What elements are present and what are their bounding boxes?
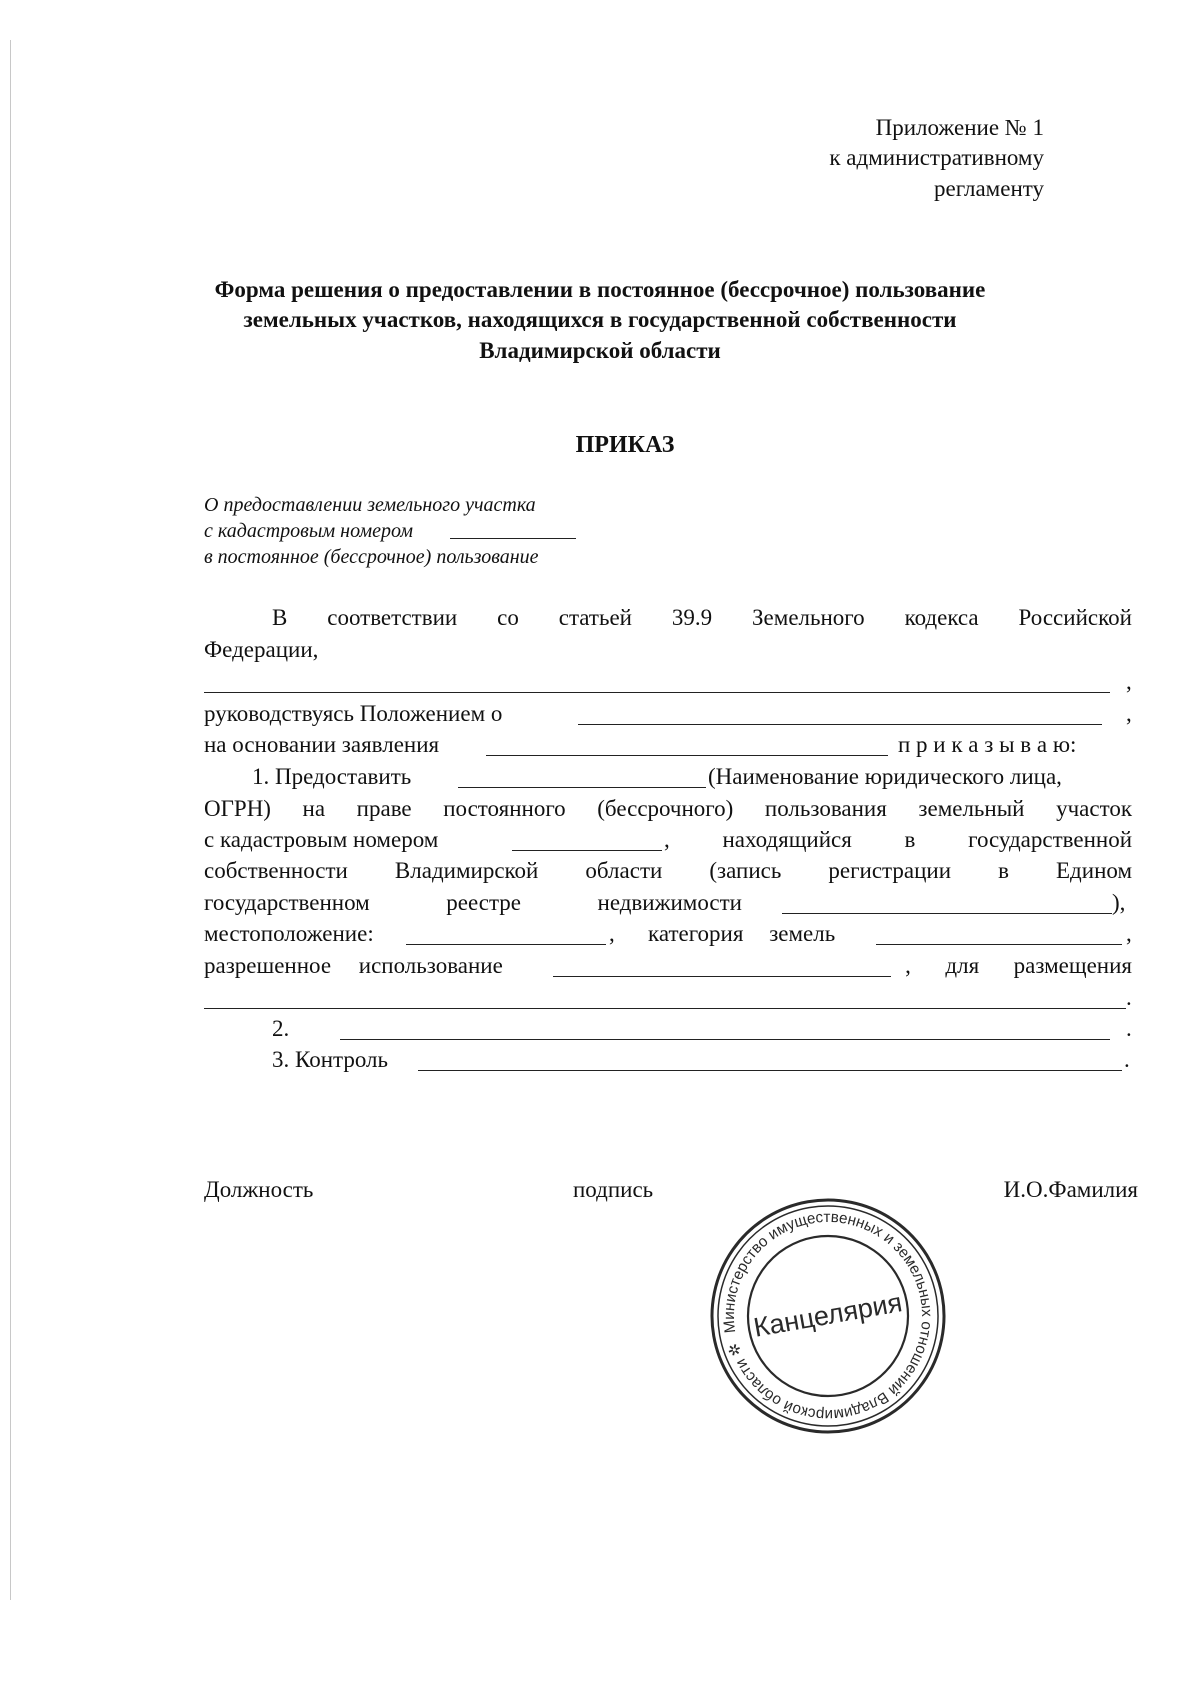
signature-sign: подпись	[573, 1177, 654, 1202]
signature-name: И.О.Фамилия	[1003, 1177, 1138, 1202]
scan-edge-artifact	[10, 40, 11, 1600]
item-2-number: 2.	[272, 1016, 290, 1041]
land-category-blank	[876, 944, 1122, 945]
comma: ,	[1126, 701, 1132, 726]
preamble-word: Российской	[1018, 605, 1132, 630]
preamble-word: со	[497, 605, 519, 630]
based-on-label: на основании заявления	[204, 732, 440, 757]
item-2-blank	[340, 1039, 1110, 1040]
land-category-label: категория земель	[648, 921, 836, 946]
blank-line	[204, 692, 1110, 693]
item-1-line-4: собственности Владимирской области (запись регистрации в Едином	[204, 858, 1132, 883]
subject-line-2: с кадастровым номером	[204, 520, 413, 542]
period: .	[1126, 1016, 1132, 1041]
registry-word: реестре	[446, 890, 521, 915]
preamble-word: 39.9	[671, 605, 713, 630]
location-blank	[406, 944, 606, 945]
comma: ,	[1126, 921, 1132, 946]
order-title: ПРИКАЗ	[575, 432, 675, 458]
preamble-word: В	[272, 605, 288, 630]
subject-line-1: О предоставлении земельного участка	[204, 494, 536, 516]
form-heading-line-2: земельных участков, находящихся в государственной собственности	[243, 307, 957, 332]
registry-record-blank	[782, 913, 1112, 914]
for-placement-label: , для размещения	[905, 953, 1132, 978]
registry-word: недвижимости	[597, 890, 742, 915]
comma: ,	[609, 921, 615, 946]
item-1-line-5	[204, 889, 742, 917]
item-3-label: 3. Контроль	[272, 1047, 388, 1072]
preamble-line-2: Федерации,	[204, 637, 319, 662]
appendix-line-1: Приложение № 1	[875, 115, 1044, 140]
appendix-line-2: к административному	[829, 145, 1044, 170]
item-3-blank	[418, 1070, 1122, 1071]
preamble-line-1	[272, 604, 1132, 632]
preamble-word: статьей	[558, 605, 632, 630]
period: .	[1124, 1047, 1130, 1072]
guided-by-label: руководствуясь Положением о	[204, 701, 503, 726]
period: .	[1126, 985, 1132, 1010]
item-1-line-2: ОГРН) на праве постоянного (бессрочного) пользования земельный участок	[204, 796, 1132, 821]
preamble-word: Земельного	[752, 605, 865, 630]
application-blank	[486, 755, 888, 756]
cadastral-number-blank	[450, 538, 576, 539]
grantee-blank	[458, 787, 706, 788]
registry-word: государственном	[204, 890, 370, 915]
subject-line-3: в постоянное (бессрочное) пользование	[204, 546, 539, 568]
cadastral-number-blank	[512, 850, 662, 851]
location-label: местоположение:	[204, 921, 374, 946]
placement-blank	[204, 1008, 1126, 1009]
appendix-line-3: регламенту	[934, 176, 1044, 201]
form-heading-line-1: Форма решения о предоставлении в постоянное (бессрочное) пользование	[214, 277, 986, 302]
item-1-line-3b: , находящийся в государственной	[664, 827, 1132, 852]
preamble-word: кодекса	[904, 605, 979, 630]
permitted-use-label: разрешенное использование	[204, 953, 503, 978]
permitted-use-blank	[553, 976, 891, 977]
regulation-blank	[578, 724, 1102, 725]
item-1-paren: (Наименование юридического лица,	[708, 764, 1062, 789]
item-1-prefix: 1. Предоставить	[252, 764, 412, 789]
form-heading-line-3: Владимирской области	[479, 338, 721, 363]
office-stamp	[708, 1196, 948, 1436]
signature-position: Должность	[204, 1177, 314, 1202]
preamble-word: соответствии	[327, 605, 458, 630]
comma: ,	[1126, 669, 1132, 694]
stamp-ring-text: Министерство имущественных и земельных отношений Владимирской области ✲	[720, 1208, 936, 1424]
close-paren: ),	[1112, 890, 1126, 915]
item-1-line-3a: с кадастровым номером	[204, 827, 439, 852]
stamp-center-text: Канцелярия	[751, 1287, 905, 1343]
orders-word: п р и к а з ы в а ю:	[898, 732, 1077, 757]
